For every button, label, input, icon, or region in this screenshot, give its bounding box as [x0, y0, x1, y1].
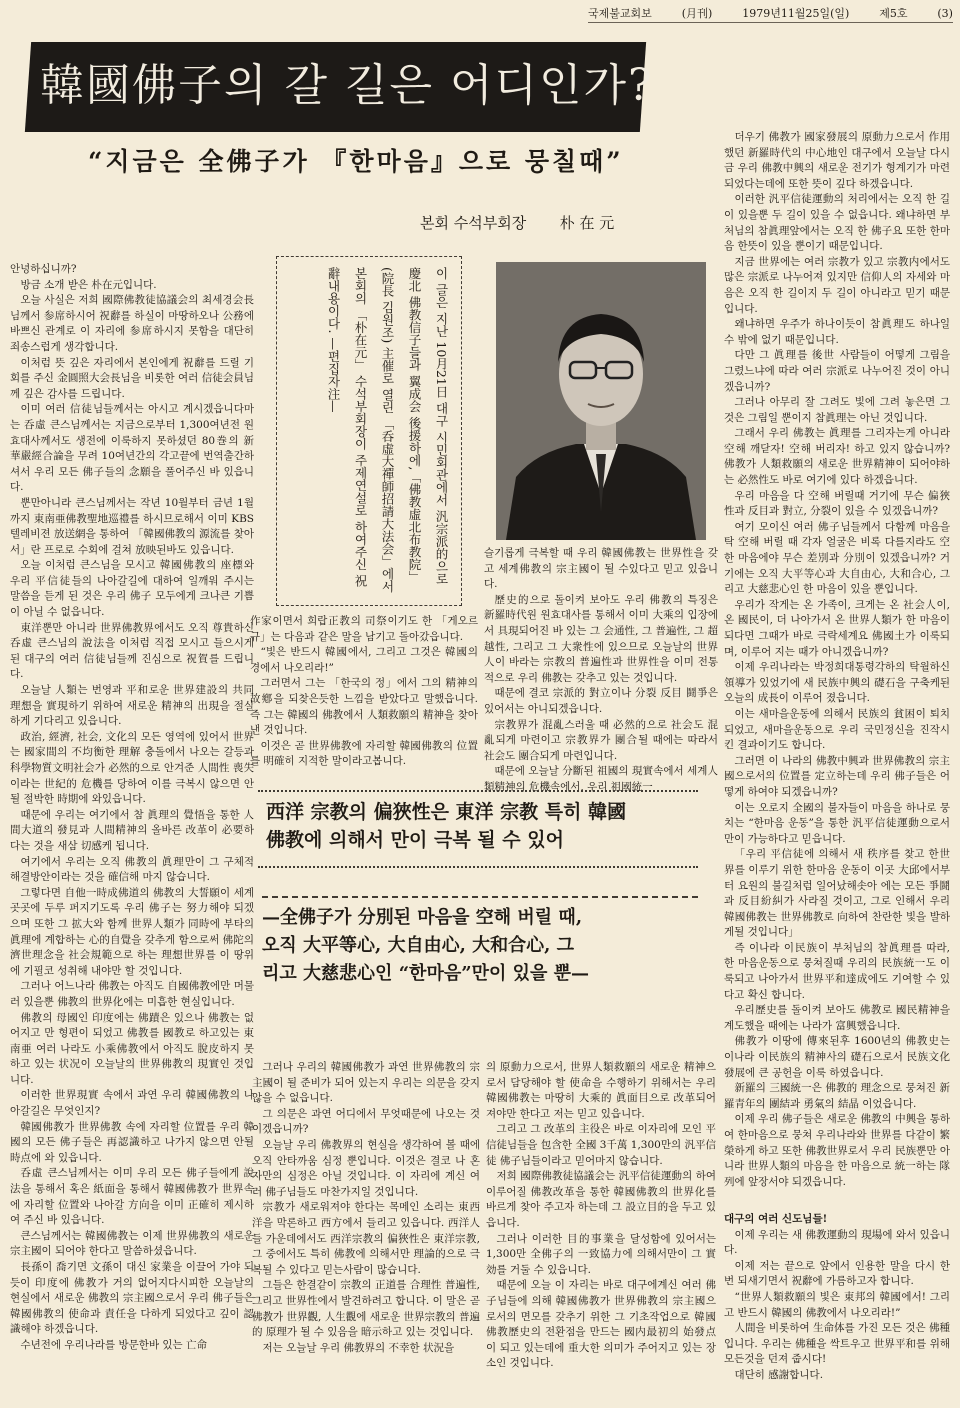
col4-paragraph: 우리 마음을 다 空해 버릴때 거기에 무슨 偏狹性과 反目과 對立, 分裂이 있을 수 있겠읍니까?	[724, 489, 950, 518]
pull-quote-line: 오직 大平等心, 大自由心, 大和合心, 그	[262, 935, 575, 956]
article-column-4-closing	[724, 1212, 950, 1398]
editor-note-text: 이 글은 지난 10月21日 대구 시민회관에서 汎宗派的으로 慶北 佛教信子들과 翼成会 後援하에,「佛教虛北布教院」(院長 김원조) 主催로 열린 「呑虛大禪師招請大法会」에서 본회의 「朴在元」 수석부회장이 주제연설로 하여주신 祝辭내용이다. —편집자注—	[326, 267, 449, 593]
masthead-type: (月刊)	[681, 7, 713, 20]
masthead	[588, 4, 953, 23]
col1-paragraph: 呑虛 큰스님께서는 이미 우리 모든 佛子들에게 說法을 통해서 혹은 紙面을 통해서 韓國佛教가 世界속에 자리할 位置와 나아갈 方向을 이미 正確히 제시하여 주신 바 있읍니다.	[10, 1167, 254, 1227]
col4-paragraph: 왜냐하면 우주가 하나이듯이 참眞理도 하나일 수 밖에 없기 때문입니다.	[724, 318, 950, 346]
closing-paragraph: 이제 저는 끝으로 앞에서 인용한 말을 다시 한번 되새기면서 祝辭에 가름하고자 합니다.	[724, 1259, 950, 1288]
col2-paragraph: 이것은 곧 世界佛教에 자리할 韓國佛教의 位置를 明確히 지적한 말이라고봅니다.	[250, 739, 478, 768]
byline	[420, 212, 660, 234]
col1-paragraph: 佛教의 母國인 印度에는 佛蹟은 있으나 佛教는 없어지고 만 형편이 되었고 佛教를 國教로 하고있는 東南亜 여러 나라도 小乘佛教에서 아직도 脫皮하지 못하고 있는 状况이 오늘날의 世界佛教의 現實인 것입니다.	[10, 1011, 254, 1086]
col1-paragraph: 이미 여러 信徒님들께서는 아시고 계시겠읍니다마는 呑虛 큰스님께서는 지금으로부터 1,300여년전 원효대사께서도 생전에 이룩하지 못하셨던 80巻의 新華嚴經合論을 무려 10여년간의 각고끝에 번역출간하셔서 우리 모든 佛子들의 念願을 풀어주신 바 있읍니다.	[10, 403, 254, 494]
col5-paragraph: 그들은 한결같이 宗教의 正道를 合理性 普遍性, 그리고 世界性에서 발견하려고 합니다. 이 말은 곧 佛教가 世界觀, 人生觀에 새로운 世界宗教의 普遍的 原理가 될 수 있음을 暗示하고 있는 것입니다.	[252, 1279, 480, 1339]
subtitle: “지금은 全佛子가 『한마음』으로 뭉칠때”	[88, 147, 624, 176]
col1-paragraph: 오늘날 人類는 번영과 平和로운 世界建設의 共同理想을 實現하기 위하여 새로운 精神의 出現을 절실하게 기다리고 있읍니다.	[10, 684, 254, 728]
col5-paragraph: 宗教가 새로워져야 한다는 목메인 소리는 東西洋을 막론하고 西方에서 들리고 있읍니다. 西洋人들 가운데에서도 西洋宗教의 偏狹性은 東洋宗教, 그 중에서도 특히 佛教에 의해서만 理論的으로 극복될 수 있다고 믿는사람이 많습니다.	[252, 1201, 480, 1276]
closing-paragraph: 이제 우리는 새 佛教運動의 現場에 와서 있읍니다.	[724, 1228, 950, 1257]
article-column-1	[10, 262, 254, 1392]
col1-paragraph: 長孫이 喬기면 文孫이 대신 家業을 이끌어 가야 되듯이 印度에 佛教가 거의 없어지다시피한 오늘날의 현실에서 새로운 佛教의 宗主國으로서 우리 佛子들은 韓國佛教의 使命과 責任을 다하게 되었다고 깊이 認識해야 하겠읍니다.	[10, 1261, 254, 1336]
col3-paragraph: 때문에 결코 宗派的 對立이나 分裂 反目 鬪爭은 있어서는 아니되겠읍니다.	[484, 687, 718, 715]
col5-paragraph: 그 의문은 과연 어디에서 무엇때문에 나오는 것이겠읍니까?	[252, 1107, 480, 1136]
col4-paragraph: 佛教가 이땅에 傳來된후 1600년의 佛教史는 이나라 이民族의 精神사의 礎石으로서 民族文化 發展에 큰 공헌을 이룩 하였읍니다.	[724, 1035, 950, 1079]
col4-paragraph: 이는 새마을운동에 의해서 民族의 貧困이 퇴치 되었고, 새마을운동으로 우리 국민정신을 진작시킨 결과이기도 합니다.	[724, 707, 950, 752]
col1-paragraph: 여기에서 우리는 오직 佛教의 眞理만이 그 구체적 해결방안이라는 것을 確信해 마지 않습니다.	[10, 855, 254, 884]
col1-paragraph: 큰스님께서는 韓國佛教는 이제 世界佛教의 새로운 宗主國이 되어야 한다고 말씀하셨읍니다.	[10, 1229, 254, 1258]
col1-paragraph: 이러한 世界現實 속에서 과연 우리 韓國佛教의 나아갈길은 무엇인지?	[10, 1089, 254, 1118]
author-portrait-photo	[496, 262, 706, 540]
col4-paragraph: 여기 모이신 여러 佛子님들께서 다함께 마음을 탁 空해 버릴 때 각자 얼굴은 비록 다를지라도 空한 마음에야 무슨 差別과 分別이 있겠읍니까? 거기에는 오직 大平等心과 大自由心, 大和合心, 그리고 大慈悲心인 한 마음이 있을 뿐입니다.	[724, 520, 950, 596]
col4-paragraph: 이제 우리나라는 박정희대통령각하의 탁월하신 領導가 있었기에 새 民族中興의 礎石을 구축케된 오늘의 成長이 이루어 졌읍니다.	[724, 661, 950, 705]
col1-paragraph: 그러나 어느나라 佛教는 아직도 自國佛教에만 머물러 있을뿐 佛教의 世界化에는 미흡한 현실입니다.	[10, 980, 254, 1008]
col1-paragraph: 오늘 사실은 저희 國際佛教徒協議会의 최세경会長님께서 参席하시어 祝辭를 하실이 마땅하오나 公務에 바쁘신 관계로 이 자리에 参席하시지 못함을 대단히 죄송스럽게 생각합니다.	[10, 294, 254, 353]
masthead-page-number: (3)	[937, 6, 953, 20]
col3-paragraph: 宗教界가 混亂스러울 때 必然的으로 社会도 混亂되게 마련이고 宗教界가 團合될 때에는 따라서 社会도 團合되게 마련입니다.	[484, 718, 718, 762]
col4-paragraph: 지금 世界에는 여러 宗教가 있고 宗教内에서도 많은 宗派로 나누어져 있지만 信仰人의 자세와 마음은 오직 한 길이지 두 길이 아니라고 믿기 때문입니다.	[724, 255, 950, 315]
col5-paragraph: 그러나 우리의 韓國佛教가 과연 世界佛教의 宗主國이 될 준비가 되어 있는지 우리는 의문을 갖지 않을 수 없읍니다.	[252, 1061, 480, 1105]
col3-paragraph: 歷史的으로 돌이켜 보아도 우리 佛教의 특징은 新羅時代원 원효대사를 통해서 이미 大乘의 입장에서 具現되어진 바 있는 그 会通性, 그 普遍性, 그 超越性, 그리고 그 大衆性에 있으므로 오늘날의 世界人이 바라는 宗教의 普遍性과 世界性을 이미 전통적으로 우리 佛教는 갖추고 있는 것입니다.	[484, 593, 718, 684]
col4-paragraph: 이는 오로지 全國의 불자들이 마음을 하나로 뭉치는 “한마음 운동”을 통한 汎平信徒運動으로서만이 가능하다고 믿읍니다.	[724, 801, 950, 845]
closing-greeting: 대구의 여러 신도님들!	[724, 1213, 828, 1225]
portrait-illustration	[496, 262, 706, 540]
pull-quote-line: 佛教에 의해서 만이 극복 될 수 있어	[266, 829, 564, 851]
col2-paragraph: 그러면서 그는 「한국의 정」에서 그의 精神의 故鄕을 되찾은듯한 느낌을 받았다고 말했읍니다. 즉 그는 韓國의 佛教에서 人類救願의 精神을 찾아낸 것입니다.	[250, 677, 478, 737]
col4-paragraph: 그러나 아무리 잘 그려도 빛에 그려 놓은면 그것은 그림일 뿐이지 참眞理는 아닌 것입니다.	[724, 396, 950, 424]
article-column-5	[252, 1060, 480, 1398]
pull-quote-one-mind	[262, 896, 698, 1000]
col1-paragraph: 오늘 이처럼 큰스님을 모시고 韓國佛教의 座標와 우리 平信徒들의 나아갈길에 대하여 일깨워 주시는 말씀을 듣게 된 것은 우리 佛子 모두에게 크나큰 기쁨이 아닐 수 없읍니다.	[10, 559, 254, 619]
masthead-paper-name: 국제불교회보	[588, 7, 652, 20]
col6-paragraph: 그리고 그 改革의 主役은 바로 이자리에 모인 平信徒님들을 包含한 全國 3千萬 1,300만의 汎平信徒 佛子님들이라고 믿어마지 않습니다.	[486, 1123, 716, 1167]
col1-paragraph: 때문에 우리는 여기에서 참 眞理의 覺悟을 통한 人間大道의 發見과 人間精神의 올바른 改革이 必要하다는 것을 새삼 切感케 됩니다.	[10, 808, 254, 852]
col4-paragraph: 우리歷史를 돌이켜 보아도 佛教로 國民精神을 계도했을 때에는 나라가 富興했읍니다.	[724, 1004, 950, 1032]
col6-paragraph: 때문에 오늘 이 자리는 바로 대구에계신 여러 佛子님들에 의해 韓國佛教가 世界佛教의 宗主國으로서의 면모를 갖추기 위한 그 기초작업으로 韓國佛教歷史의 전환점을 만드는 國内最初의 始發点이 되고 있는데에 重大한 의미가 주어지고 있는 장소인 것입니다.	[486, 1279, 716, 1370]
col4-paragraph: 新羅의 三國統一은 佛教的 理念으로 뭉쳐진 新羅青年의 團結과 勇氣의 結晶 이었읍니다.	[724, 1082, 950, 1110]
pull-quote-western-religion	[258, 790, 698, 868]
col1-paragraph: 政治, 經濟, 社会, 文化의 모든 영역에 있어서 世界는 國家間의 不均衡한 理解 충돌에서 나오는 갈등과 科學物質文明社会가 必然的으로 안겨준 人間性 喪失이라는 世紀的 危機를 당하여 이를 극복시 않으면 안될 절박한 時期에 와있읍니다.	[10, 730, 254, 806]
col4-paragraph: 더우기 佛教가 國家發展의 原動力으로서 作用했던 新羅時代의 中心地인 대구에서 오늘날 다시금 우리 佛教中興의 새로운 전기가 형계기가 마련되었다는데에 또한 뜻이 깊다 하겠읍니다.	[724, 131, 950, 190]
col5-paragraph: 오늘날 우리 佛教界의 현실을 생각하여 볼 때에 오직 안타까움 심정 뿐입니다. 이것은 결코 나 혼자만의 심정은 아닐 것입니다. 이 자리에 계신 여러 佛子님들도 마찬가지일 것입니다.	[252, 1138, 480, 1198]
col1-paragraph: 뿐만아니라 큰스님께서는 작년 10월부터 금년 1월까지 東南亜佛教聖地巡禮를 하시므로해서 이미 KBS 텔레비젼 放送網을 통하여 「韓國佛教의 源流를 찾아서」란 프로로 수회에 걸쳐 放映된바도 있읍니다.	[10, 496, 254, 556]
col4-paragraph: 우리가 작게는 온 가족이, 크게는 온 社会人이, 온 國民이, 더 나아가서 온 世界人類가 한 마음이 되다면 그때가 바로 극락세계요 佛國土가 이룩되며, 이루어 지는 때가 아니겠읍니까?	[724, 598, 950, 658]
col1-paragraph: 이처럼 뜻 깊은 자리에서 본인에게 祝辭를 드릴 기회를 주신 金圓照大会長님을 비롯한 여러 信徒会員님께 깊은 감사를 드립니다.	[10, 356, 254, 400]
col3-paragraph: 슬기롭게 극복할 때 우리 韓國佛教는 世界性을 갖고 세계佛教의 宗主國이 될 수있다고 믿고 있읍니다.	[484, 547, 718, 591]
col6-paragraph: 그러나 이러한 目的事業을 달성함에 있어서는 1,300만 全佛子의 一致協力에 의해서만이 그 實効를 거둘 수 있읍니다.	[486, 1232, 716, 1276]
col1-paragraph: 韓國佛教가 世界佛教 속에 자리할 位置를 우리 韓國의 모든 佛子들은 再認識하고 나가지 않으면 안될 時点에 와 있읍니다.	[10, 1120, 254, 1164]
closing-paragraph: 人間을 비롯하여 生命体를 가진 모든 것은 佛種입니다. 우리는 佛種을 싹트우고 世界平和를 위해 모든것을 던져 줍시다!	[724, 1322, 950, 1366]
col3-paragraph: 때문에 오늘날 分斷된 祖國의 現實속에서 세계人類精神의 危機속에서, 우리 祖國統一	[484, 765, 718, 793]
byline-author: 朴 在 元	[559, 214, 615, 232]
byline-role: 본회 수석부회장	[420, 214, 527, 232]
col1-paragraph: 수년전에 우리나라를 방문한바 있는 亡命	[20, 1338, 207, 1351]
col1-paragraph: 방금 소개 받은 朴在元입니다.	[20, 278, 157, 291]
col6-paragraph: 저희 國際佛教徒協議会는 汎平信徒運動의 하여 이루어질 佛教改革을 통한 韓國佛教의 世界化를 바르게 찾아 주고자 하는데 그 設立目的을 두고 있읍니다.	[486, 1170, 716, 1229]
pull-quote-line: 西洋 宗教의 偏狹性은 東洋 宗教 특히 韓國	[266, 801, 627, 823]
article-column-2	[250, 614, 478, 768]
col1-paragraph: 東洋뿐만 아니라 世界佛教界에서도 오직 尊貴하신 呑虛 큰스님의 說法을 이처럼 직접 모시고 들으시게된 대구의 여러 信徒님들께 진심으로 祝賀를 드립니다.	[10, 621, 254, 681]
article-column-6	[486, 1060, 716, 1398]
col1-paragraph: 그렇다면 自他一時成佛道의 佛教의 大誓願이 세계 곳곳에 두루 퍼지기도록 우리 佛子는 努力해야 되겠으며 또한 그 拡大와 함께 世界人類가 同時에 부타의 眞理에 계합하는 心的自覺을 갖추게 함으로써 佛陀의 濟世理念을 社会規範으로 하는 理想世界를 이 땅위에 기필코 성취해 내야만 할 것입니다.	[10, 886, 254, 977]
col4-paragraph: 즉 이나라 이民族이 부처님의 참眞理를 따라, 한 마음운동으로 뭉쳐질때 우리의 民族統一도 이룩되고 나아가서 世界平和達成에도 기여할 수 있다고 확신 합니다.	[724, 941, 950, 1001]
pull-quote-line: —全佛子가 分別된 마음을 空해 버릴 때,	[262, 907, 583, 928]
col4-paragraph: 이러한 汎平信徒運動의 처리에서는 오직 한 길이 있을뿐 두 길이 있을 수 없읍니다. 왜냐하면 부처님의 참眞理앞에서는 오직 한 佛子요 또한 한마음 한뜻이 있을 뿐이기 때문입니다.	[724, 193, 950, 253]
col6-paragraph: 의 原動力으로서, 世界人類救願의 새로운 精神으로서 담당해야 할 使命을 수행하기 위해서는 우리 韓國佛教는 마땅히 大乘的 眞面目으로 改革되어져야만 한다고 저는 믿고 있읍니다.	[486, 1061, 716, 1120]
col2-paragraph: “빛은 반드시 韓國에서, 그리고 그것은 韓國의 경에서 나오리라!”	[250, 646, 478, 674]
closing-paragraph: 대단히 感謝합니다.	[734, 1368, 824, 1381]
col4-paragraph: 「우리 平信徒에 의해서 새 秩序를 찾고 한世界를 이루기 위한 한마음 운동이 이곳 大邱에서부터 요원의 불길처럼 일어났해솟아 에는 모든 爭鬪과 反目紛糾가 사라질 것이고, 그로 인해서 우리 韓國佛教는 世界佛教로 向하여 찬란한 빛을 발하게될 것입니다」	[724, 848, 950, 939]
masthead-issue: 제5호	[879, 7, 908, 20]
editor-note-box	[276, 256, 462, 606]
col4-paragraph: 그러면 이 나라의 佛教中興과 世界佛教의 宗主國으로서의 位置를 定立하는데 우리 佛子들은 어떻게 하여야 되겠읍니까?	[724, 754, 950, 798]
closing-paragraph: “世界人類救願의 빛은 東邦의 韓國에서! 그리고 반드시 韓國의 佛教에서 나오리라!”	[724, 1290, 950, 1319]
masthead-date: 1979년11월25일(일)	[742, 7, 850, 20]
headline: 韓國佛子의 갈 길은 어디인가?	[40, 60, 654, 111]
article-column-4	[724, 130, 950, 1210]
col1-paragraph: 안녕하십니까?	[10, 263, 77, 275]
col2-paragraph: 作家이면서 희랍正教의 司祭이기도 한 「게오르규」는 다음과 같은 말을 남기고 돌아갔읍니다.	[250, 615, 478, 643]
col5-paragraph: 저는 오늘날 우리 佛教界의 不幸한 状況을	[262, 1341, 455, 1354]
col4-paragraph: 이제 우리 佛子들은 새로운 佛教의 中興을 통하여 한마음으로 뭉쳐 우리나라와 世界를 다같이 繁榮하게 하고 또한 佛教世界로서 우리 民族뿐만 아니라 世界人類의 마음을 한 마음으로 統一하는 隊列에 앞장서야 되겠읍니다.	[724, 1113, 950, 1188]
col4-paragraph: 그래서 우리 佛教는 眞理를 그리자는게 아니라 空해 깨닫자! 空해 버리자! 하고 있지 않습니까? 佛教가 人類救願의 새로운 世界精神이 되어야하는 必然性도 바로 여기에 있다 하겠읍니다.	[724, 427, 950, 487]
article-column-3	[484, 546, 718, 793]
pull-quote-line: 리고 大慈悲心인 “한마음”만이 있을 뿐—	[262, 963, 590, 984]
col4-paragraph: 다만 그 眞理를 後世 사람들이 어떻게 그림을 그렸느냐에 따라 여러 宗派로 나누어진 것이 아니겠읍니까?	[724, 349, 950, 393]
